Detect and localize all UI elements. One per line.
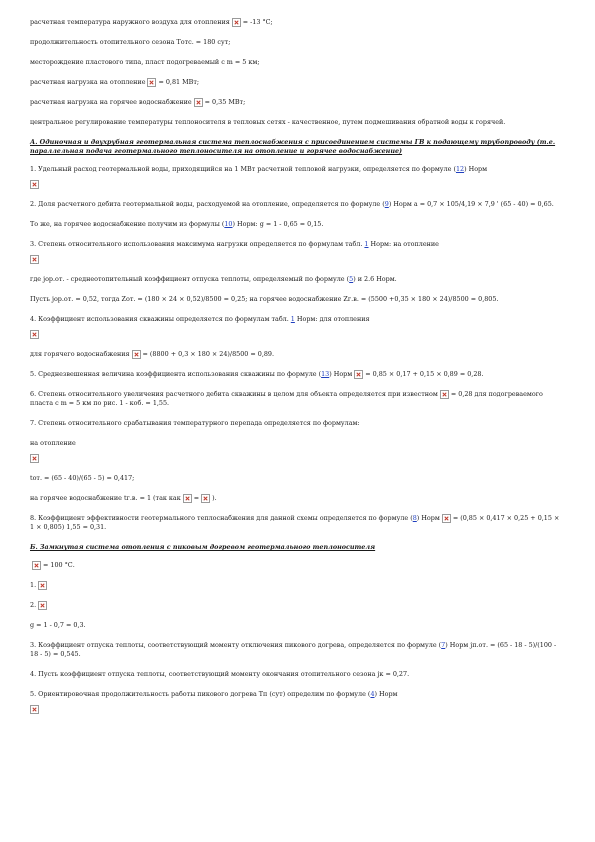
text: ) Норм a = 0,7 × 105/4,19 × 7,9 ' (65 - 40) = 0,65.: [388, 200, 554, 208]
text: ) Норм: g = 1 - 0,65 = 0,15.: [232, 220, 324, 228]
broken-image-icon: [147, 78, 156, 87]
text: расчетная нагрузка на отопление: [30, 78, 146, 86]
text: Норм: для отопления: [294, 315, 370, 323]
table-link[interactable]: 1: [290, 315, 295, 323]
text: = -13 °С;: [242, 18, 273, 26]
text: 2. Доля расчетного дебита геотермальной воды, расходуемой на отопление, определяется по формуле (: [30, 200, 385, 208]
param-season-length: продолжительность отопительного сезона Тотс. = 180 сут;: [30, 38, 231, 46]
text: расчетная температура наружного воздуха для отопления: [30, 18, 230, 26]
text: = 0,85 × 0,17 + 0,15 × 0,89 = 0,28.: [365, 370, 484, 378]
step-7-calc: tот. = (65 - 40)/(65 - 5) = 0,417;: [30, 474, 135, 482]
broken-image-icon: [30, 705, 39, 714]
text: ) и 2.6 Норм.: [353, 275, 397, 283]
step-7-heating: на отопление: [30, 439, 76, 447]
step-3-note: [30, 275, 560, 284]
text: = 100 °С.: [43, 561, 75, 569]
text: 1.: [30, 581, 37, 589]
broken-image-icon: [30, 180, 39, 189]
step-2-hotwater: [30, 220, 560, 229]
text: ) Норм: [464, 165, 488, 173]
text: ) Норм: [329, 370, 353, 378]
text: Норм: на отопление: [368, 240, 439, 248]
text: расчетная нагрузка на горячее водоснабжение: [30, 98, 192, 106]
param-deposit-type: месторождение пластового типа, пласт подогреваемый с m = 5 км;: [30, 58, 260, 66]
text: 3. Степень относительного использования максимума нагрузки определяется по формулам табл.: [30, 240, 365, 248]
section-heading-a: А. Одиночная и двухрубная геотермальная система теплоснабжения с присоединением системы ГВ к подающему трубопроводу (т.е. параллельная подача геотермального теплоносителя на отопление и горячее водоснабжение): [30, 138, 556, 155]
b-step-2-calc: g = 1 - 0,7 = 0,3.: [30, 621, 86, 629]
step-1: [30, 165, 560, 174]
text: 8. Коэффициент эффективности геотермального теплоснабжения для данной схемы определяется по формуле (: [30, 514, 413, 522]
param-heating-load: [30, 78, 560, 87]
text: ) Норм: [416, 514, 440, 522]
text: ) Норм: [374, 690, 398, 698]
text: = 0,81 МВт;: [158, 78, 200, 86]
text: 2.: [30, 601, 37, 609]
section-heading-b: Б. Замкнутая система отопления с пиковым догревом геотермального теплоносителя: [30, 543, 376, 551]
step-8: [30, 514, 560, 532]
broken-image-icon: [132, 350, 141, 359]
formula-link[interactable]: 8: [412, 514, 417, 522]
b-step-3: [30, 641, 560, 659]
text: 1. Удельный расход геотермальной воды, приходящийся на 1 МВт расчетной тепловой нагрузки, определяется по формуле (: [30, 165, 456, 173]
text: 3. Коэффициент отпуска теплоты, соответствующий моменту отключения пикового догрева, определяется по формуле (: [30, 641, 442, 649]
text: = 0,28 для подогреваемого пласта с m = 5 км по рис. 1 - коб. = 1,55.: [30, 390, 543, 407]
step-6: [30, 390, 560, 408]
text: 5. Ориентировочная продолжительность работы пикового догрева Тп (сут) определим по формуле (: [30, 690, 371, 698]
step-3: [30, 240, 560, 249]
formula-link[interactable]: 9: [384, 200, 389, 208]
text: 4. Коэффициент использования скважины определяется по формулам табл.: [30, 315, 291, 323]
b-step-1: [30, 581, 560, 590]
text: на горячее водоснабжение tг.в. = 1 (так как: [30, 494, 181, 502]
param-regulation: центральное регулирование температуры теплоносителя в тепловых сетях - качественное, путем подмешивания обратной воды к горячей.: [30, 118, 506, 126]
broken-image-icon: [440, 390, 449, 399]
text: 5. Среднезвешенная величина коэффициента использования скважины по формуле (: [30, 370, 322, 378]
formula-link[interactable]: 7: [441, 641, 446, 649]
broken-image-icon: [38, 601, 47, 610]
table-link[interactable]: 1: [364, 240, 369, 248]
step-4: [30, 315, 560, 324]
b-step-5: [30, 690, 560, 699]
step-5: [30, 370, 560, 379]
broken-image-icon: [30, 255, 39, 264]
broken-image-icon: [38, 581, 47, 590]
param-hotwater-load: [30, 98, 560, 107]
param-outdoor-temp: [30, 18, 560, 27]
formula-link[interactable]: 13: [321, 370, 330, 378]
step-7-hotwater: [30, 494, 560, 503]
broken-image-icon: [30, 454, 39, 463]
text: То же, на горячее водоснабжение получим из формулы (: [30, 220, 225, 228]
b-step-4: 4. Пусть коэффициент отпуска теплоты, соответствующий моменту окончания отопительного сезона jк = 0,27.: [30, 670, 410, 678]
formula-link[interactable]: 4: [370, 690, 375, 698]
broken-image-icon: [183, 494, 192, 503]
broken-image-icon: [201, 494, 210, 503]
text: ).: [212, 494, 217, 502]
document-page: [30, 18, 560, 725]
formula-link[interactable]: 5: [349, 275, 354, 283]
text: = 0,35 МВт;: [204, 98, 246, 106]
step-3-calc: Пусть jор.от. = 0,52, тогда Zот. = (180 × 24 × 0,52)/8500 = 0,25; на горячее водоснабжение Zг.в. = (5500 +0,35 × 180 × 24)/8500 = 0,805.: [30, 295, 499, 303]
peak-temp: [30, 561, 560, 570]
formula-link[interactable]: 10: [224, 220, 233, 228]
broken-image-icon: [194, 98, 203, 107]
step-7: 7. Степень относительного срабатывания температурного перепада определяется по формулам:: [30, 419, 360, 427]
formula-link[interactable]: 12: [455, 165, 465, 173]
broken-image-icon: [32, 561, 41, 570]
broken-image-icon: [232, 18, 241, 27]
text: ) Норм jп.от. = (65 - 18 - 5)/(100 - 18 - 5) = 0,545.: [30, 641, 557, 658]
text: = (0,85 × 0,417 × 0,25 + 0,15 × 1 × 0,805) 1,55 = 0,31.: [30, 514, 560, 531]
text: = (8800 + 0,3 × 180 × 24)/8500 = 0,89.: [142, 350, 275, 358]
broken-image-icon: [354, 370, 363, 379]
b-step-2: [30, 601, 560, 610]
step-4-hotwater: [30, 350, 560, 359]
step-2: [30, 200, 560, 209]
text: =: [193, 494, 200, 502]
broken-image-icon: [442, 514, 451, 523]
broken-image-icon: [30, 330, 39, 339]
text: 6. Степень относительного увеличения расчетного дебита скважины в целом для объекта определяется при известном: [30, 390, 438, 398]
text: для горячего водоснабжения: [30, 350, 130, 358]
text: где jор.от. - среднеотопительный коэффициент отпуска теплоты, определяемый по формуле (: [30, 275, 350, 283]
